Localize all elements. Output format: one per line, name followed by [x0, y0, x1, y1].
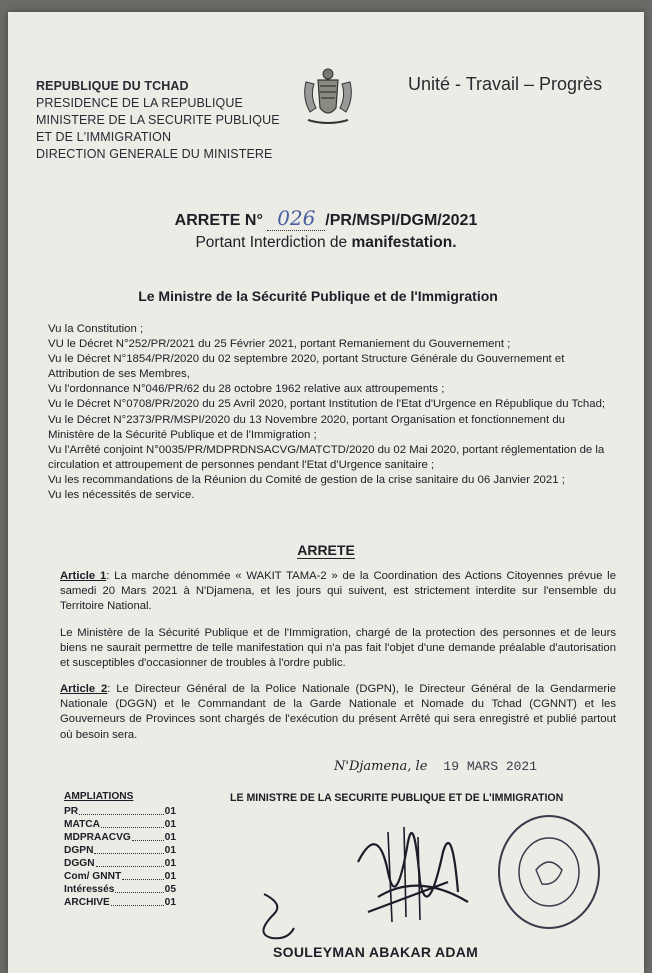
signature-title: LE MINISTRE DE LA SECURITE PUBLIQUE ET DE L'IMMIGRATION: [230, 792, 564, 804]
ampliation-name: Com/ GNNT: [64, 871, 122, 882]
ampliation-count: 01: [164, 858, 176, 869]
place: N'Djamena, le: [334, 759, 428, 774]
vu-item: Vu le Décret N°1854/PR/2020 du 02 septembre 2020, portant Structure Générale du Gouvernement et Attribution de ses Membres,: [48, 353, 565, 381]
vu-item: Vu les nécessités de service.: [48, 489, 195, 502]
article-text: : Le Directeur Général de la Police Nationale (DGPN), le Directeur Général de la Gendarmerie Nationale (DGGN) et le Commandant de la Garde Nationale et Nomade du Tchad (CGNNT) et les Gouverneurs de Provinces sont chargés de l'exécution du présent Arrêté qui sera enregistré et publié partout où besoin sera.: [60, 683, 616, 741]
decree-subtitle: [8, 234, 644, 252]
vu-item: Vu les recommandations de la Réunion du Comité de gestion de la crise sanitaire du 06 Janvier 2021 ;: [48, 473, 565, 486]
ampliation-count: 01: [164, 845, 176, 856]
decree-suffix: /PR/MSPI/DGM/2021: [325, 212, 478, 229]
ampliation-row: [64, 857, 176, 870]
decree-number: 026: [267, 206, 325, 231]
arrete-heading-text: ARRETE: [297, 542, 355, 558]
date-stamp: 19 MARS 2021: [443, 759, 538, 774]
ampliation-name: MDPRAACVG: [64, 832, 131, 843]
ampliation-name: MATCA: [64, 819, 101, 830]
article-label: Article 1: [60, 570, 107, 582]
ampliations: [64, 790, 176, 909]
ampliation-row: [64, 831, 176, 844]
ampliation-row: [64, 805, 176, 818]
ampliation-row: [64, 870, 176, 883]
coat-of-arms-icon: [292, 62, 364, 134]
motto: Unité - Travail – Progrès: [408, 74, 603, 94]
ampliation-name: ARCHIVE: [64, 897, 110, 908]
ampliation-row: [64, 818, 176, 831]
vu-item: Vu la Constitution ;: [48, 323, 144, 335]
handwritten-signature-icon: [348, 802, 488, 932]
vus-list: [48, 322, 608, 503]
paragraph-2: Le Ministère de la Sécurité Publique et de l'Immigration, chargé de la protection des personnes et de leurs biens ne saurait permettre de telle manifestation qui n'a pas fait l'objet d'une demande préalable d'autorisation et susceptibles d'occasionner de troubles à l'ordre public.: [60, 627, 616, 670]
official-stamp-icon: [494, 812, 604, 932]
article-label: Article 2: [60, 683, 108, 695]
decree-number-line: [8, 206, 644, 231]
subtitle-bold: manifestation.: [351, 234, 457, 251]
vu-item: Vu l'ordonnance N°046/PR/62 du 28 octobre 1962 relative aux attroupements ;: [48, 383, 445, 396]
article-2: [60, 682, 616, 743]
ampliation-name: PR: [64, 806, 79, 817]
arrete-heading: [8, 542, 644, 558]
ampliation-name: DGPN: [64, 845, 94, 856]
ampliation-count: 01: [164, 832, 176, 843]
initial-mark-icon: [244, 884, 304, 944]
letterhead-line: MINISTERE DE LA SECURITE PUBLIQUE: [36, 113, 280, 127]
vu-item: Vu le Décret N°2373/PR/MSPI/2020 du 13 Novembre 2020, portant Organisation et fonctionnement du Ministère de la Sécurité Publique et de l'Immigration ;: [48, 413, 566, 441]
signer-name: SOULEYMAN ABAKAR ADAM: [273, 944, 479, 960]
ampliations-title: AMPLIATIONS: [64, 791, 134, 802]
vu-item: Vu le Décret N°0708/PR/2020 du 25 Avril 2020, portant Institution de l'Etat d'Urgence en République du Tchad;: [48, 398, 606, 411]
ampliation-row: [64, 896, 176, 909]
place-date: [334, 759, 537, 774]
vu-item: Vu l'Arrêté conjoint N°0035/PR/MDPRDNSACVG/MATCTD/2020 du 02 Mai 2020, portant réglementation de la circulation et attroupement de personnes pendant l'Etat d'Urgence sanitaire ;: [48, 443, 605, 471]
ampliation-name: Intéressés: [64, 884, 115, 895]
ampliation-name: DGGN: [64, 858, 95, 869]
ampliation-row: [64, 844, 176, 857]
decree-document: [8, 12, 644, 973]
minister-title: Le Ministre de la Sécurité Publique et de l'Immigration: [138, 288, 498, 304]
ampliation-count: 01: [164, 871, 176, 882]
letterhead-line: PRESIDENCE DE LA REPUBLIQUE: [36, 96, 243, 110]
ampliation-count: 05: [164, 884, 176, 895]
ampliation-count: 01: [164, 806, 176, 817]
decree-prefix: ARRETE N°: [174, 212, 263, 229]
letterhead-line: ET DE L'IMMIGRATION: [36, 130, 172, 144]
subtitle-text: Portant Interdiction de: [195, 234, 352, 251]
article-text: : La marche dénommée « WAKIT TAMA-2 » de la Coordination des Actions Citoyennes prévue le samedi 20 Mars 2021 à N'Djamena, et les jours qui suivent, est strictement interdite sur l'ensemble du Territoire National.: [60, 570, 616, 613]
article-1: [60, 569, 616, 615]
ampliation-row: [64, 883, 176, 896]
vu-item: VU le Décret N°252/PR/2021 du 25 Février 2021, portant Remaniement du Gouvernement ;: [48, 338, 511, 351]
ampliation-count: 01: [164, 897, 176, 908]
ampliation-count: 01: [164, 819, 176, 830]
letterhead-line: REPUBLIQUE DU TCHAD: [36, 79, 189, 93]
letterhead: [36, 78, 280, 163]
letterhead-line: DIRECTION GENERALE DU MINISTERE: [36, 147, 273, 161]
